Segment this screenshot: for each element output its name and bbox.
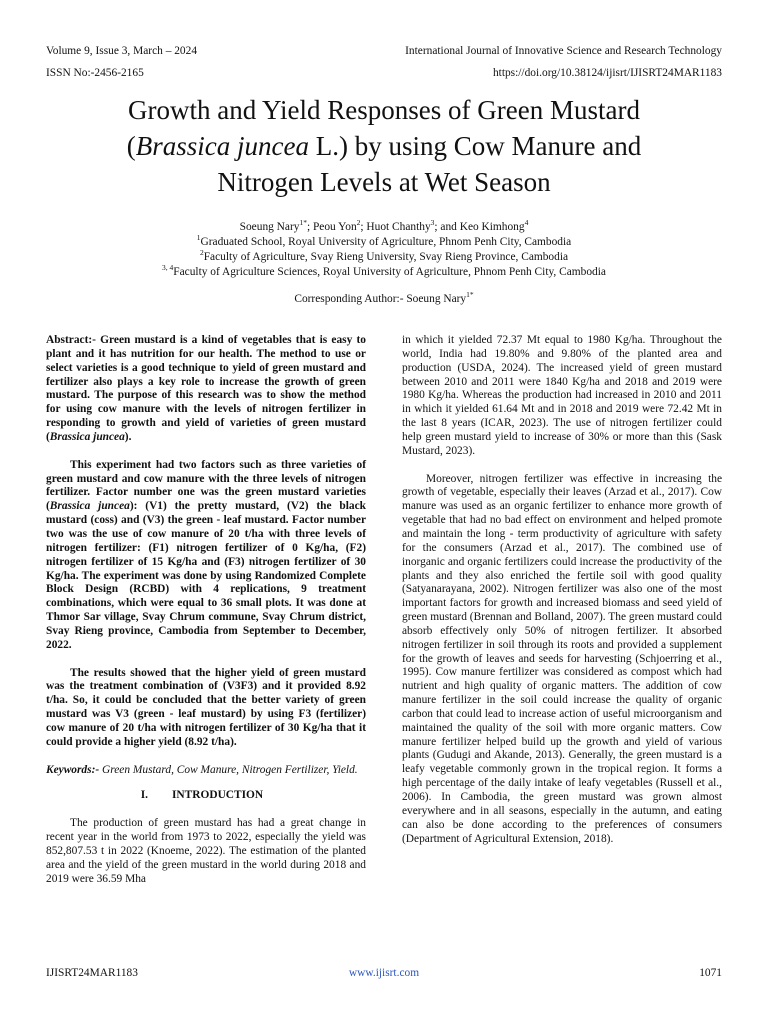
journal-website-link[interactable]: www.ijisrt.com: [348, 967, 420, 979]
affiliation-1: $^1$Graduated School, Royal University of Agriculture, Phnom Penh City, Cambodia: [196, 233, 572, 248]
title-line-2: (Brassica juncea L.) by using Cow Manure and: [126, 131, 642, 161]
doi-link[interactable]: https://doi.org/10.38124/ijisrt/IJISRT24MAR1183: [492, 67, 722, 79]
abstract-paragraph-1: Abstract:- Green mustard is a kind of vegetables that is easy to plant and it has nutrition for our health. The method to use or select varieties is a good technique to yield of green mustard and fertilizer also plays a key role to increase the growth of green mustard. The purpose of this research was to show the method for using cow manure with the levels of nitrogen fertilizer in responding to growth and yield of varieties of green mustard (Brassica juncea).: [46, 334, 366, 443]
affiliation-3: $^{3, 4}$Faculty of Agriculture Sciences, Royal University of Agriculture, Phnom Penh City, Cambodia: [162, 263, 606, 278]
keywords: Keywords:- Green Mustard, Cow Manure, Nitrogen Fertilizer, Yield.: [46, 763, 358, 776]
intro-paragraph-1: The production of green mustard has had a great change in recent year in the world from 1973 to 2022, especially the yield was 852,807.53 t in 2022 (Knoeme, 2022). The estimation of the planted area and the yield of the green mustard in the world during 2018 and 2019 were 36.59 Mha: [46, 817, 366, 885]
author-list: Soeung Nary$^{1*}$; Peou Yon$^2$; Huot Chanthy$^3$; and Keo Kimhong$^4$: [239, 218, 529, 233]
abstract-paragraph-2: This experiment had two factors such as three varieties of green mustard and cow manure with the three levels of nitrogen fertilizer. Factor number one was the green mustard varieties (Brassica juncea): (V1) the pretty mustard, (V2) the black mustard (coss) and (V3) the green - leaf mustard. Factor number two was the use of cow manure of 20 t/ha with three levels of nitrogen fertilizer: (F1) nitrogen fertilizer of 0 Kg/ha, (F2) nitrogen fertilizer of 15 Kg/ha and (F3) nitrogen fertilizer of 30 Kg/ha. The experiment was done by using Randomized Complete Block Design (RCBD) with 4 replications, 9 treatment combinations, which were equal to 36 small plots. It was done at Thmor Sar village, Svay Chrum commune, Svay Chrum district, Svay Rieng province, Cambodia from September to December, 2022.: [46, 458, 366, 651]
right-column: [402, 334, 722, 846]
volume-info: Volume 9, Issue 3, March – 2024: [46, 45, 198, 57]
abstract-paragraph-3: The results showed that the higher yield of green mustard was the treatment combination of (V3F3) and it provided 8.92 t/ha. So, it could be concluded that the better variety of green mustard was V3 (green - leaf mustard) by using F3 (fertilizer) cow manure of 20 t/ha with nitrogen fertilizer of 30 Kg/ha that it could provide a higher yield (8.92 t/ha).: [46, 666, 366, 748]
intro-paragraph-1-continued: in which it yielded 72.37 Mt equal to 1980 Kg/ha. Throughout the world, India had 19.80% and 9.80% of the planted area and production (USDA, 2024). The increased yield of green mustard between 2010 and 2011 were 1840 Kg/ha and 2018 and 2019 were 1980 Kg/ha. Whereas the production had increased in 2010 and 2011 in which it yielded 61.64 Mt and in 2018 and 2019 were 72.42 Mt in the last 8 years (ICAR, 2023). The use of nitrogen fertilizer could help green mustard yield to increase of 30% or more than this (Sask Mustard, 2023).: [402, 334, 722, 457]
page-number: 1071: [699, 967, 722, 979]
corresponding-author: Corresponding Author:- Soeung Nary$^{1*}$: [294, 290, 474, 305]
species-name: Brassica juncea: [135, 131, 310, 161]
author-block: [40, 220, 728, 280]
section-heading: I. INTRODUCTION: [140, 789, 264, 802]
left-column: [46, 334, 366, 887]
paper-title: [40, 92, 728, 200]
title-line-3: Nitrogen Levels at Wet Season: [217, 167, 551, 197]
paper-id: IJISRT24MAR1183: [46, 967, 138, 979]
issn: ISSN No:-2456-2165: [46, 67, 144, 79]
title-line-1: Growth and Yield Responses of Green Mustard: [128, 95, 640, 125]
intro-paragraph-2: Moreover, nitrogen fertilizer was effective in increasing the growth of vegetable, especially their leaves (Arzad et al., 2017). Cow manure was used as an organic fertilizer to enhance more growth of vegetable that had no bad effect on environment and helped promote and maintain the long - term productivity of agriculture with safety for the consumers (Arzad et al., 2017). The combined use of inorganic and organic fertilizers could increase the productivity of the plants and they also enriched the fertile soil with good quality (Satyanarayana, 2002). Nitrogen fertilizer was also one of the most important factors for growth and increased biomass and seed yield of green mustard (Brennan and Bolland, 2007). The green mustard could absorb effectively only 50% of nitrogen fertilizer. It absorbed nitrogen fertilizer in soil through its roots and provided a supplement for the growth of leaves and seeds for harvesting (Schjoerring et al., 1995). Cow manure fertilizer was considered as compost which had nutrient and high quality of organic matters. The addition of cow manure fertilizer in the soil could increase the quality of organic carbon that could lead to increase action of useful microorganism and maintained the quality of the soil with more organic matters. Cow manure fertilizer helped build up the growth and yield of various plants (Gudugi and Akande, 2013). Generally, the green mustard is a leafy vegetable commonly grown in the tropical region. It forms a high percentage of the daily intake of leafy vegetables (Russell et al., 2006). In Cambodia, the green mustard was grown almost everywhere and in all seasons, especially in the autumn, and eating can also be done according to the preferences of consumers (Department of Agricultural Extension, 2018).: [402, 472, 722, 845]
affiliation-2: $^2$Faculty of Agriculture, Svay Rieng University, Svay Rieng Province, Cambodia: [199, 248, 569, 263]
journal-name: International Journal of Innovative Science and Research Technology: [405, 45, 722, 57]
